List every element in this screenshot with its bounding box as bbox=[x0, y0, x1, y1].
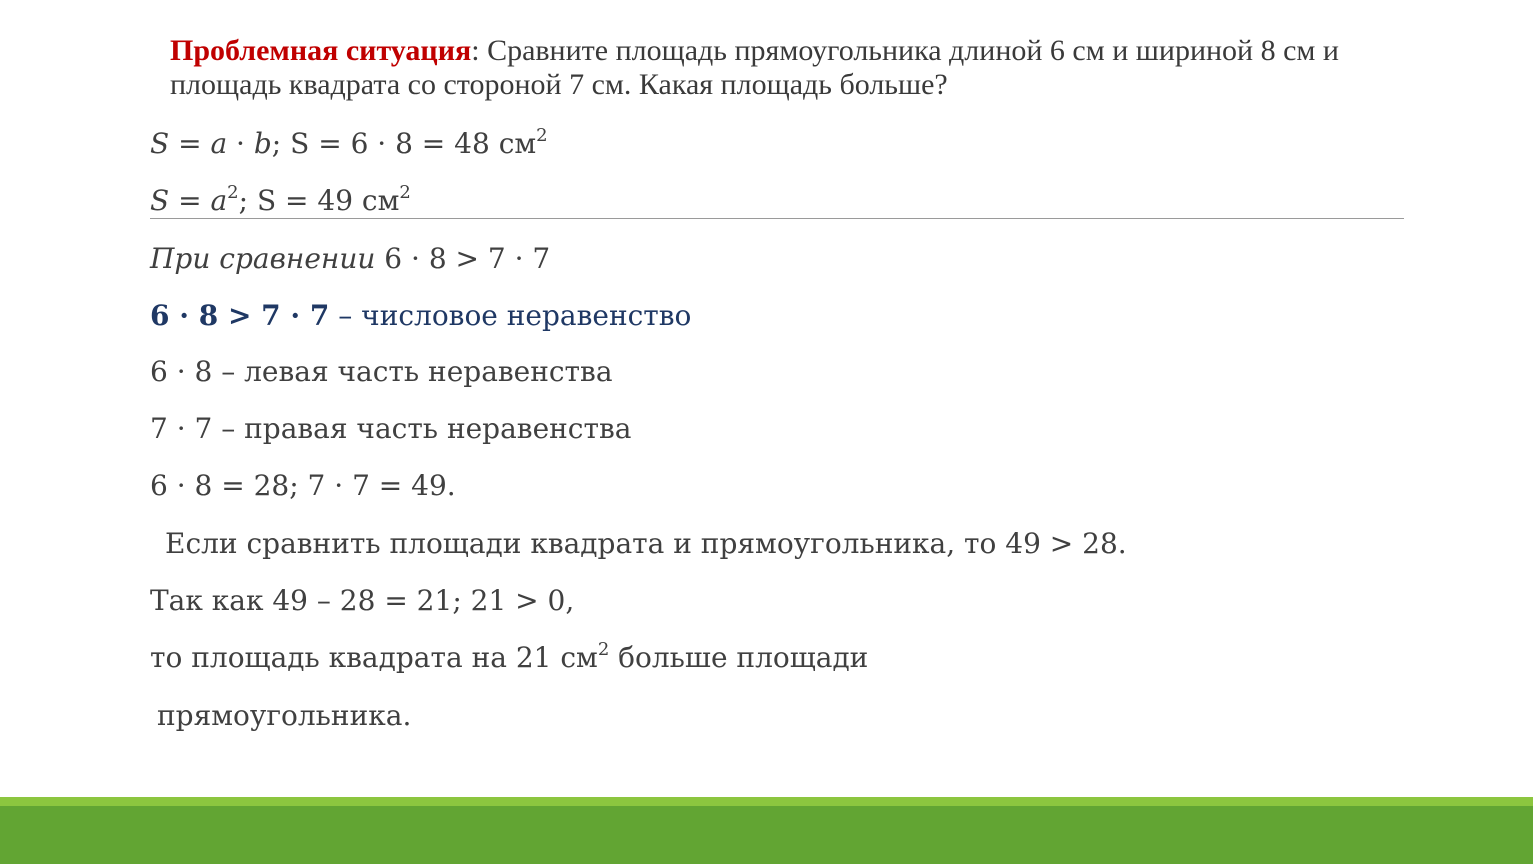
var-s: S bbox=[150, 184, 170, 217]
inequality-expression: 6 · 8 > 7 · 7 bbox=[150, 299, 330, 332]
conclusion-rest: больше площади bbox=[609, 641, 869, 674]
compare-areas-line: Если сравнить площади квадрата и прямоугольника, то 49 > 28. bbox=[165, 527, 1127, 560]
superscript: 2 bbox=[536, 125, 548, 146]
comparison-expression: 6 · 8 > 7 · 7 bbox=[375, 242, 551, 275]
formula-rest: ; S = 49 см bbox=[238, 184, 400, 217]
var-b: b bbox=[253, 127, 272, 160]
inequality-caption: – числовое неравенство bbox=[329, 299, 692, 332]
numeric-inequality-line bbox=[150, 298, 691, 334]
divider-line bbox=[150, 218, 1404, 219]
formula-rectangle-area bbox=[150, 126, 548, 162]
comparison-line bbox=[150, 241, 550, 277]
left-side-line: 6 · 8 – левая часть неравенства bbox=[150, 355, 613, 388]
comparison-label: При сравнении bbox=[150, 242, 376, 275]
title-colon: : bbox=[471, 34, 480, 67]
footer-bar bbox=[0, 806, 1533, 864]
title-text: Сравните площадь прямоугольника длиной 6 см и шириной 8 см и площадь квадрата со стороной 7 см. Какая площадь больше? bbox=[170, 34, 1339, 101]
var-s: S bbox=[150, 127, 170, 160]
var-a: a bbox=[210, 127, 228, 160]
title-label: Проблемная ситуация bbox=[170, 34, 472, 67]
conclusion-text: то площадь квадрата на 21 см bbox=[150, 641, 598, 674]
footer-accent-bar bbox=[0, 797, 1533, 806]
right-side-line: 7 · 7 – правая часть неравенства bbox=[150, 412, 632, 445]
equals: = bbox=[169, 184, 211, 217]
superscript: 2 bbox=[597, 639, 610, 660]
conclusion-line bbox=[150, 640, 868, 676]
formula-rest: ; S = 6 · 8 = 48 см bbox=[271, 127, 537, 160]
conclusion-end-line: прямоугольника. bbox=[157, 699, 412, 732]
difference-line: Так как 49 – 28 = 21; 21 > 0, bbox=[150, 584, 575, 617]
formula-square-area bbox=[150, 183, 411, 219]
problem-title bbox=[170, 34, 1390, 102]
var-a: a bbox=[210, 184, 228, 217]
calculation-line: 6 · 8 = 28; 7 · 7 = 49. bbox=[150, 469, 456, 502]
equals: = bbox=[169, 127, 211, 160]
superscript: 2 bbox=[227, 182, 239, 203]
dot: · bbox=[227, 127, 254, 160]
superscript: 2 bbox=[399, 182, 411, 203]
